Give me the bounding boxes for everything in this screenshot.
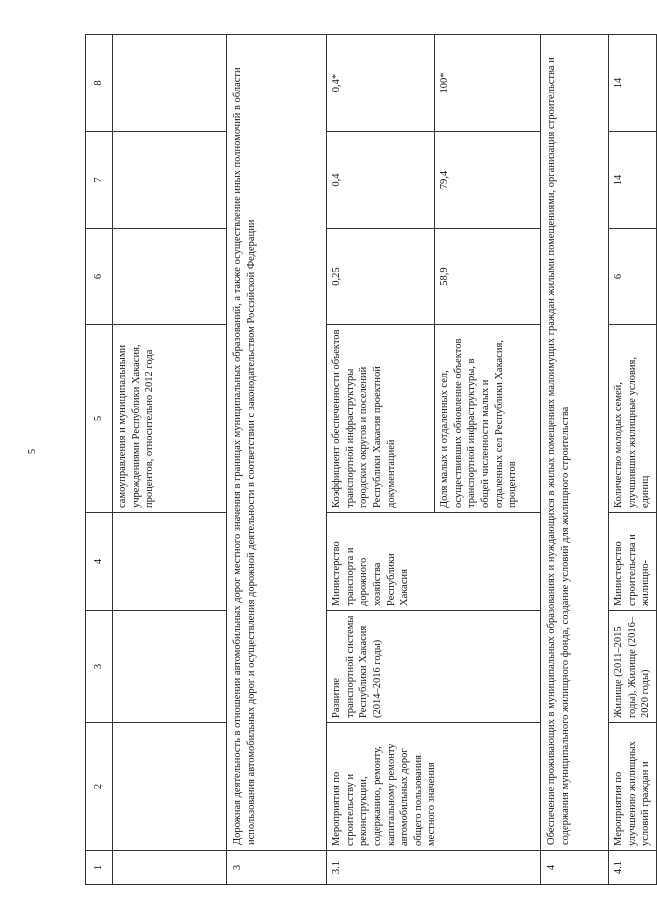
value-cell: 6 [609, 229, 657, 325]
value-cell: 0,4 [327, 132, 435, 229]
program-cell: Развитие транспортной системы Республики Хакасия (2014–2016 годы) [327, 611, 541, 723]
column-number: 8 [86, 35, 113, 132]
table-row [327, 35, 435, 885]
value-cell: 0,25 [327, 229, 435, 325]
value-cell: 79,4 [435, 132, 541, 229]
row-number: 4.1 [609, 851, 657, 885]
column-number: 3 [86, 611, 113, 723]
section-number: 3 [227, 851, 327, 885]
targets-table [85, 34, 657, 885]
section-title: Дорожная деятельность в отношении автомобильных дорог местного значения в границах муниципальных образований, а также осуществление иных полномочий в области использования автомобильных дорог и осуществления дорожной деятельности в соответствии с законодательством Российской Федерации [227, 35, 327, 851]
section-number: 4 [541, 851, 609, 885]
value-cell: 100* [435, 35, 541, 132]
program-cell: Жилище (2011–2015 годы), Жилище (2016–2020 годы) [609, 611, 657, 723]
section-title: Обеспечение проживающих в муниципальных образованиях и нуждающихся в жилых помещениях малоимущих граждан жилыми помещениями, организация строительства и содержания муниципального жилищного фонда, создание условий для жилищного строительства [541, 35, 609, 851]
column-number: 1 [86, 851, 113, 885]
continuation-row [113, 35, 227, 885]
value-cell: 0,4* [327, 35, 435, 132]
column-number: 4 [86, 513, 113, 611]
page-number: 5 [27, 449, 38, 454]
indicator-cell: самоуправления и муниципальными учреждениями Республики Хакасия, процентов, относительно 2012 года [113, 325, 227, 513]
indicator-cell: Коэффициент обеспеченности объектов транспортной инфраструктуры городских округов и поселений Республики Хакасия проектной документацией [327, 325, 435, 513]
value-cell: 14 [609, 132, 657, 229]
measures-cell: Мероприятия по строительству и реконструкции, содержанию, ремонту, капитальному ремонту автомобильных дорог общего пользования местного значения [327, 723, 541, 851]
section-row [227, 35, 327, 885]
indicator-cell: Доля малых и отдаленных сел, осуществивших обновление объектов транспортной инфраструктуры, в общей численности малых и отдаленных сел Республики Хакасия, процентов [435, 325, 541, 513]
rotated-table-container [85, 35, 652, 885]
column-number: 2 [86, 723, 113, 851]
executor-cell: Министерство транспорта и дорожного хозяйства Республики Хакасия [327, 513, 541, 611]
column-number: 6 [86, 229, 113, 325]
table-row [609, 35, 657, 885]
indicator-cell: Количество молодых семей, улучшивших жилищные условия, единиц [609, 325, 657, 513]
executor-cell: Министерство строительства и жилищно- [609, 513, 657, 611]
row-number: 3.1 [327, 851, 541, 885]
column-number-row [86, 35, 113, 885]
column-number: 5 [86, 325, 113, 513]
column-number: 7 [86, 132, 113, 229]
value-cell: 58,9 [435, 229, 541, 325]
measures-cell: Мероприятия по улучшению жилищных условий граждан и [609, 723, 657, 851]
value-cell: 14 [609, 35, 657, 132]
section-row [541, 35, 609, 885]
